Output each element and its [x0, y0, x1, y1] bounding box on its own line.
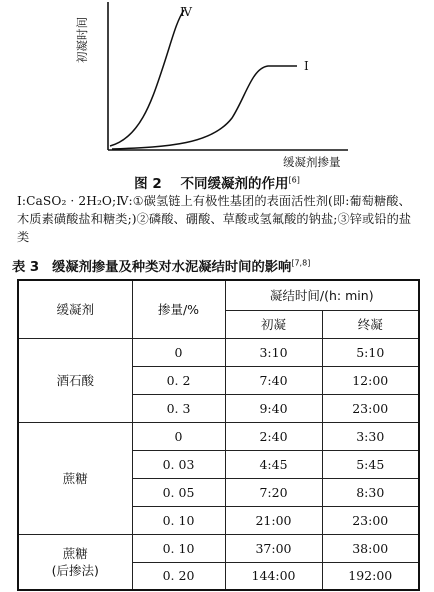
final-cell: 5:10: [322, 338, 419, 366]
final-cell: 3:30: [322, 422, 419, 450]
dosage-cell: 0. 10: [132, 506, 225, 534]
figure-caption-label: 图 2: [134, 176, 162, 192]
initial-cell: 3:10: [225, 338, 322, 366]
header-setting-time: 凝结时间/(h: min): [225, 280, 419, 310]
final-cell: 5:45: [322, 450, 419, 478]
curve-i: [112, 66, 297, 149]
header-retarder: 缓凝剂: [18, 280, 132, 338]
final-cell: 38:00: [322, 534, 419, 562]
table-caption-title: 缓凝剂掺量及种类对水泥凝结时间的影响: [52, 260, 292, 275]
dosage-cell: 0. 05: [132, 478, 225, 506]
group-name-line1: 蔗糖: [62, 545, 88, 561]
header-initial: 初凝: [225, 310, 322, 338]
dosage-cell: 0. 10: [132, 534, 225, 562]
final-cell: 192:00: [322, 562, 419, 590]
initial-cell: 9:40: [225, 394, 322, 422]
table-caption-ref: [7,8]: [291, 258, 311, 268]
table-caption: [12, 256, 432, 275]
curve-iv-label: Ⅳ: [180, 5, 192, 19]
table-row: [18, 534, 419, 562]
initial-cell: 7:40: [225, 366, 322, 394]
group-name-line2: (后掺法): [51, 562, 99, 578]
figure-caption: [0, 172, 434, 192]
final-cell: 23:00: [322, 506, 419, 534]
dosage-cell: 0. 2: [132, 366, 225, 394]
final-cell: 12:00: [322, 366, 419, 394]
header-final: 终凝: [322, 310, 419, 338]
retarder-effect-figure: [0, 0, 434, 172]
figure-note: Ⅰ:CaSO₂ · 2H₂O;Ⅳ:①碳氢链上有极性基团的表面活性剂(即:葡萄糖酸、木质素磺酸盐和糖类;)②磷酸、硼酸、草酸或氢氟酸的钠盐;③锌或铅的盐类: [17, 194, 412, 244]
dosage-cell: 0. 20: [132, 562, 225, 590]
final-cell: 8:30: [322, 478, 419, 506]
setting-time-table: [17, 279, 420, 591]
group-name: [18, 534, 132, 590]
initial-cell: 144:00: [225, 562, 322, 590]
header-dosage: 掺量/%: [132, 280, 225, 338]
dosage-cell: 0. 3: [132, 394, 225, 422]
table-caption-label: 表 3: [12, 260, 40, 275]
initial-cell: 7:20: [225, 478, 322, 506]
initial-cell: 37:00: [225, 534, 322, 562]
group-name: 蔗糖: [18, 422, 132, 534]
dosage-cell: 0. 03: [132, 450, 225, 478]
dosage-cell: 0: [132, 338, 225, 366]
table-row: [18, 422, 419, 450]
initial-cell: 2:40: [225, 422, 322, 450]
figure-caption-ref: [6]: [288, 175, 300, 185]
curve-iv: [110, 10, 184, 146]
y-axis-label: 初凝时间: [75, 17, 89, 63]
dosage-cell: 0: [132, 422, 225, 450]
figure-caption-title: 不同缓凝剂的作用: [180, 176, 289, 192]
curve-i-label: Ⅰ: [304, 59, 309, 73]
initial-cell: 21:00: [225, 506, 322, 534]
initial-cell: 4:45: [225, 450, 322, 478]
table-row: [18, 338, 419, 366]
group-name: 酒石酸: [18, 338, 132, 422]
final-cell: 23:00: [322, 394, 419, 422]
x-axis-label: 缓凝剂掺量: [283, 155, 341, 169]
